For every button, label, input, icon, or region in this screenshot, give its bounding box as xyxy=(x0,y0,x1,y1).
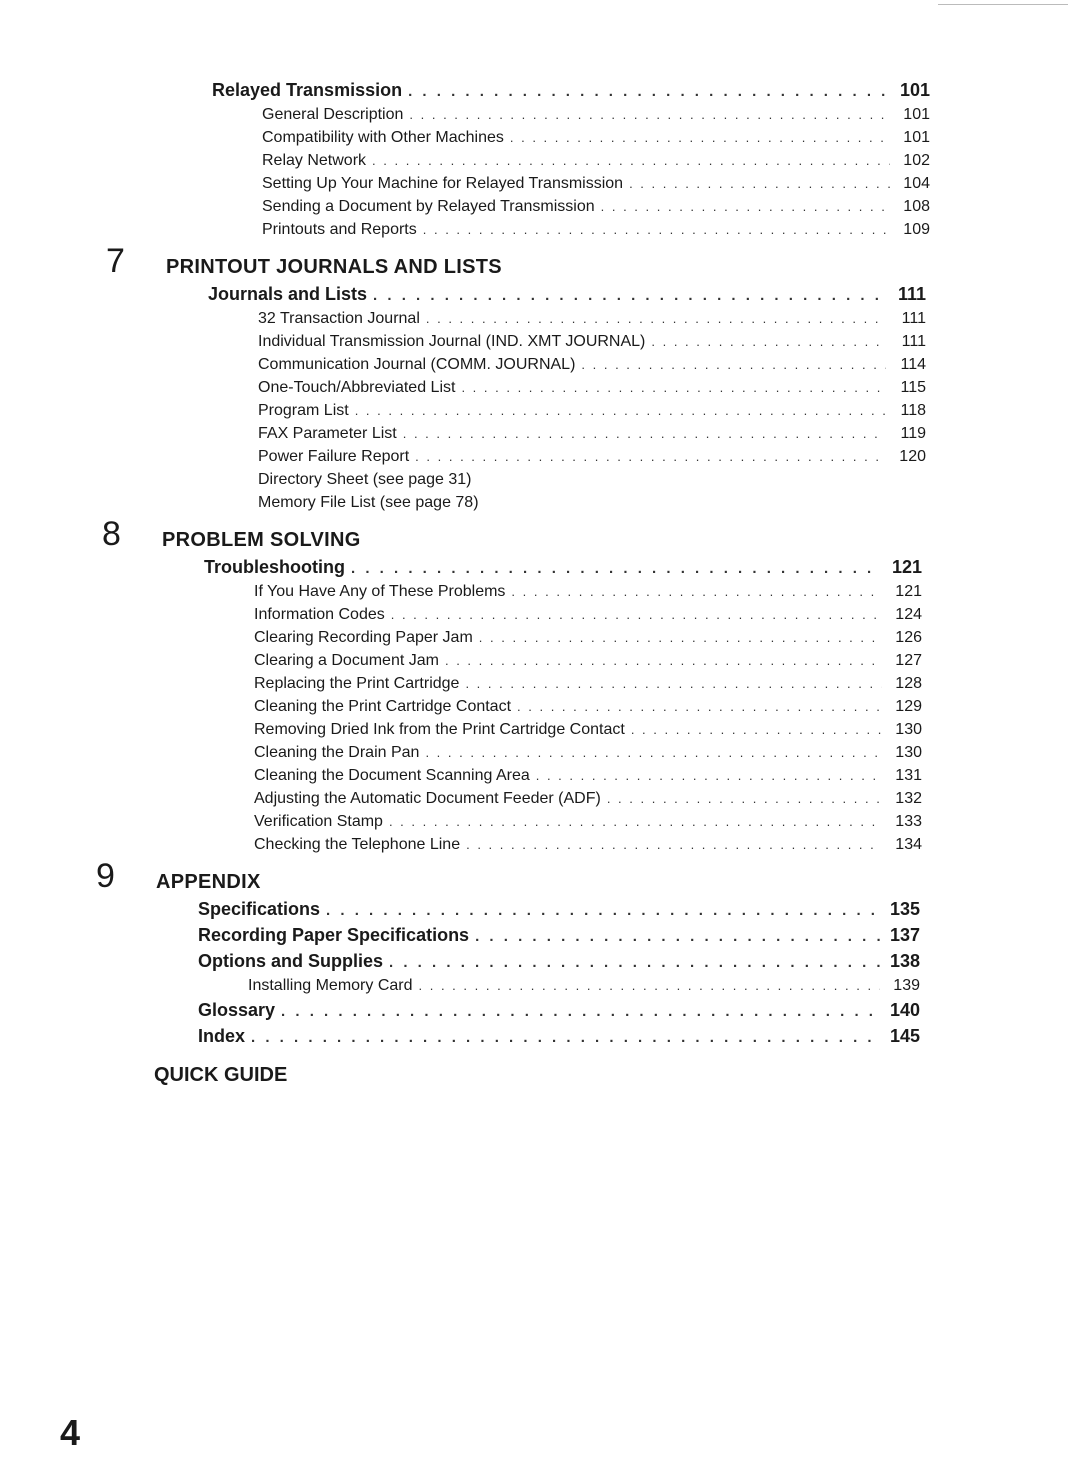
toc-entry[interactable] xyxy=(262,198,930,221)
toc-page-number: 121 xyxy=(891,557,922,577)
toc-label: General Description xyxy=(262,106,404,123)
table-of-contents xyxy=(0,80,1080,1090)
toc-label: Specifications xyxy=(198,899,321,919)
toc-entry[interactable] xyxy=(258,379,926,402)
toc-page-number: 114 xyxy=(900,356,926,373)
toc-entry[interactable] xyxy=(262,106,930,129)
toc-label: Individual Transmission Journal (IND. XMT JOURNAL) xyxy=(258,333,646,350)
toc-entry[interactable] xyxy=(254,813,922,836)
toc-entry[interactable] xyxy=(254,744,922,767)
toc-page-number: 115 xyxy=(900,379,926,396)
toc-heading-recording-paper-specifications[interactable] xyxy=(198,925,920,951)
toc-label: Troubleshooting xyxy=(204,557,345,577)
toc-page-number: 138 xyxy=(889,951,920,971)
leader-dots xyxy=(351,560,882,577)
quick-guide-header[interactable] xyxy=(0,1058,1080,1090)
toc-page-number: 108 xyxy=(903,198,930,215)
toc-page-number: 102 xyxy=(903,152,930,169)
toc-label: Replacing the Print Cartridge xyxy=(254,675,460,692)
toc-page-number: 121 xyxy=(895,583,922,600)
toc-entry[interactable] xyxy=(254,721,922,744)
toc-label: Printouts and Reports xyxy=(262,221,417,238)
toc-entry[interactable] xyxy=(254,606,922,629)
section-chapter-9 xyxy=(0,899,1080,1052)
toc-page-number: 120 xyxy=(899,448,926,465)
toc-note: Directory Sheet (see page 31) xyxy=(258,471,472,488)
chapter-title: APPENDIX xyxy=(156,871,261,893)
toc-heading-index[interactable] xyxy=(198,1026,920,1052)
toc-label: If You Have Any of These Problems xyxy=(254,583,506,600)
leader-dots xyxy=(423,222,890,237)
leader-dots xyxy=(355,403,886,418)
toc-page-number: 133 xyxy=(895,813,922,830)
toc-page-number: 130 xyxy=(895,744,922,761)
toc-page-number: 101 xyxy=(899,80,930,100)
page-number: 4 xyxy=(60,1412,81,1453)
toc-page-number: 134 xyxy=(895,836,922,853)
toc-label: Clearing a Document Jam xyxy=(254,652,439,669)
leader-dots xyxy=(372,153,890,168)
toc-page-number: 137 xyxy=(889,925,920,945)
toc-page-number: 129 xyxy=(895,698,922,715)
toc-page-number: 118 xyxy=(900,402,926,419)
leader-dots xyxy=(631,722,882,737)
leader-dots xyxy=(517,699,882,714)
leader-dots xyxy=(479,630,882,645)
toc-label: Verification Stamp xyxy=(254,813,383,830)
leader-dots xyxy=(465,676,882,691)
toc-page-number: 101 xyxy=(903,106,930,123)
toc-page-number: 139 xyxy=(893,977,920,994)
toc-page-number: 135 xyxy=(889,899,920,919)
leader-dots xyxy=(461,380,886,395)
leader-dots xyxy=(651,334,886,349)
toc-heading-options-and-supplies[interactable] xyxy=(198,951,920,977)
toc-page-number: 111 xyxy=(901,333,926,350)
toc-label: Cleaning the Drain Pan xyxy=(254,744,420,761)
leader-dots xyxy=(419,978,881,993)
leader-dots xyxy=(466,837,882,852)
leader-dots xyxy=(511,584,882,599)
leader-dots xyxy=(581,357,886,372)
toc-entry[interactable] xyxy=(262,175,930,198)
toc-label: Adjusting the Automatic Document Feeder (ADF) xyxy=(254,790,601,807)
leader-dots xyxy=(389,814,882,829)
leader-dots xyxy=(281,1003,880,1020)
leader-dots xyxy=(409,107,890,122)
toc-page-number: 140 xyxy=(889,1000,920,1020)
toc-label: Index xyxy=(198,1026,246,1046)
scan-edge-mark xyxy=(938,4,1068,5)
toc-heading-specifications[interactable] xyxy=(198,899,920,925)
chapter-title: PRINTOUT JOURNALS AND LISTS xyxy=(166,256,502,278)
toc-label: 32 Transaction Journal xyxy=(258,310,420,327)
toc-label: Compatibility with Other Machines xyxy=(262,129,504,146)
toc-label: Program List xyxy=(258,402,349,419)
toc-page-number: 104 xyxy=(903,175,930,192)
toc-entry[interactable] xyxy=(254,629,922,652)
chapter-number: 7 xyxy=(106,242,125,280)
toc-page-number: 111 xyxy=(897,284,926,304)
leader-dots xyxy=(426,311,886,326)
leader-dots xyxy=(326,902,880,919)
toc-label: Relay Network xyxy=(262,152,367,169)
toc-heading-glossary[interactable] xyxy=(198,1000,920,1026)
toc-page-number: 128 xyxy=(895,675,922,692)
leader-dots xyxy=(408,83,890,100)
toc-entry[interactable] xyxy=(254,583,922,606)
toc-label: Journals and Lists xyxy=(208,284,368,304)
toc-label: Cleaning the Print Cartridge Contact xyxy=(254,698,512,715)
toc-label: Options and Supplies xyxy=(198,951,384,971)
leader-dots xyxy=(601,199,890,214)
toc-page-number: 145 xyxy=(889,1026,920,1046)
toc-entry[interactable] xyxy=(258,425,926,448)
toc-page-number: 132 xyxy=(895,790,922,807)
toc-entry[interactable] xyxy=(254,790,922,813)
leader-dots xyxy=(510,130,890,145)
toc-entry[interactable] xyxy=(258,356,926,379)
toc-page-number: 130 xyxy=(895,721,922,738)
toc-heading-journals-and-lists[interactable] xyxy=(208,284,926,310)
leader-dots xyxy=(445,653,882,668)
toc-entry[interactable] xyxy=(262,152,930,175)
toc-entry[interactable] xyxy=(254,698,922,721)
toc-label: Cleaning the Document Scanning Area xyxy=(254,767,530,784)
toc-label: One-Touch/Abbreviated List xyxy=(258,379,456,396)
leader-dots xyxy=(389,954,880,971)
leader-dots xyxy=(373,287,886,304)
toc-page-number: 119 xyxy=(900,425,926,442)
toc-label: Power Failure Report xyxy=(258,448,410,465)
toc-entry[interactable] xyxy=(254,652,922,675)
leader-dots xyxy=(391,607,882,622)
leader-dots xyxy=(607,791,882,806)
leader-dots xyxy=(403,426,886,441)
chapter-number: 9 xyxy=(96,857,115,895)
leader-dots xyxy=(415,449,886,464)
quick-guide-title: QUICK GUIDE xyxy=(154,1064,288,1086)
chapter-7-header xyxy=(0,242,1080,284)
chapter-9-header xyxy=(0,857,1080,899)
toc-label: Checking the Telephone Line xyxy=(254,836,461,853)
toc-label: Removing Dried Ink from the Print Cartridge Contact xyxy=(254,721,625,738)
section-chapter-8 xyxy=(0,557,1080,859)
toc-label: Glossary xyxy=(198,1000,276,1020)
toc-page-number: 111 xyxy=(901,310,926,327)
toc-heading-relayed-transmission[interactable] xyxy=(212,80,930,106)
toc-entry[interactable] xyxy=(248,977,920,1000)
toc-entry[interactable] xyxy=(258,310,926,333)
leader-dots xyxy=(425,745,882,760)
toc-label: Recording Paper Specifications xyxy=(198,925,470,945)
chapter-8-header xyxy=(0,515,1080,557)
toc-label: Relayed Transmission xyxy=(212,80,403,100)
toc-label: Installing Memory Card xyxy=(248,977,413,994)
toc-entry[interactable] xyxy=(262,129,930,152)
chapter-number: 8 xyxy=(102,515,121,553)
leader-dots xyxy=(536,768,882,783)
toc-page-number: 126 xyxy=(895,629,922,646)
toc-heading-troubleshooting[interactable] xyxy=(204,557,922,583)
chapter-title: PROBLEM SOLVING xyxy=(162,529,361,551)
toc-label: Sending a Document by Relayed Transmission xyxy=(262,198,595,215)
section-relayed-transmission xyxy=(0,80,1080,244)
toc-page-number: 109 xyxy=(903,221,930,238)
toc-label: FAX Parameter List xyxy=(258,425,397,442)
toc-page-number: 101 xyxy=(903,129,930,146)
toc-label: Information Codes xyxy=(254,606,385,623)
toc-entry[interactable] xyxy=(254,675,922,698)
leader-dots xyxy=(251,1029,880,1046)
toc-entry[interactable] xyxy=(258,402,926,425)
toc-entry[interactable] xyxy=(254,767,922,790)
toc-label: Setting Up Your Machine for Relayed Transmission xyxy=(262,175,624,192)
toc-page-number: 124 xyxy=(895,606,922,623)
toc-label: Communication Journal (COMM. JOURNAL) xyxy=(258,356,576,373)
section-chapter-7 xyxy=(0,284,1080,517)
leader-dots xyxy=(629,176,890,191)
toc-entry[interactable] xyxy=(258,448,926,471)
toc-entry[interactable] xyxy=(254,836,922,859)
toc-page-number: 131 xyxy=(895,767,922,784)
toc-note: Memory File List (see page 78) xyxy=(258,494,479,511)
toc-page-number: 127 xyxy=(895,652,922,669)
toc-entry[interactable] xyxy=(262,221,930,244)
leader-dots xyxy=(475,928,880,945)
toc-entry[interactable] xyxy=(258,333,926,356)
toc-label: Clearing Recording Paper Jam xyxy=(254,629,473,646)
